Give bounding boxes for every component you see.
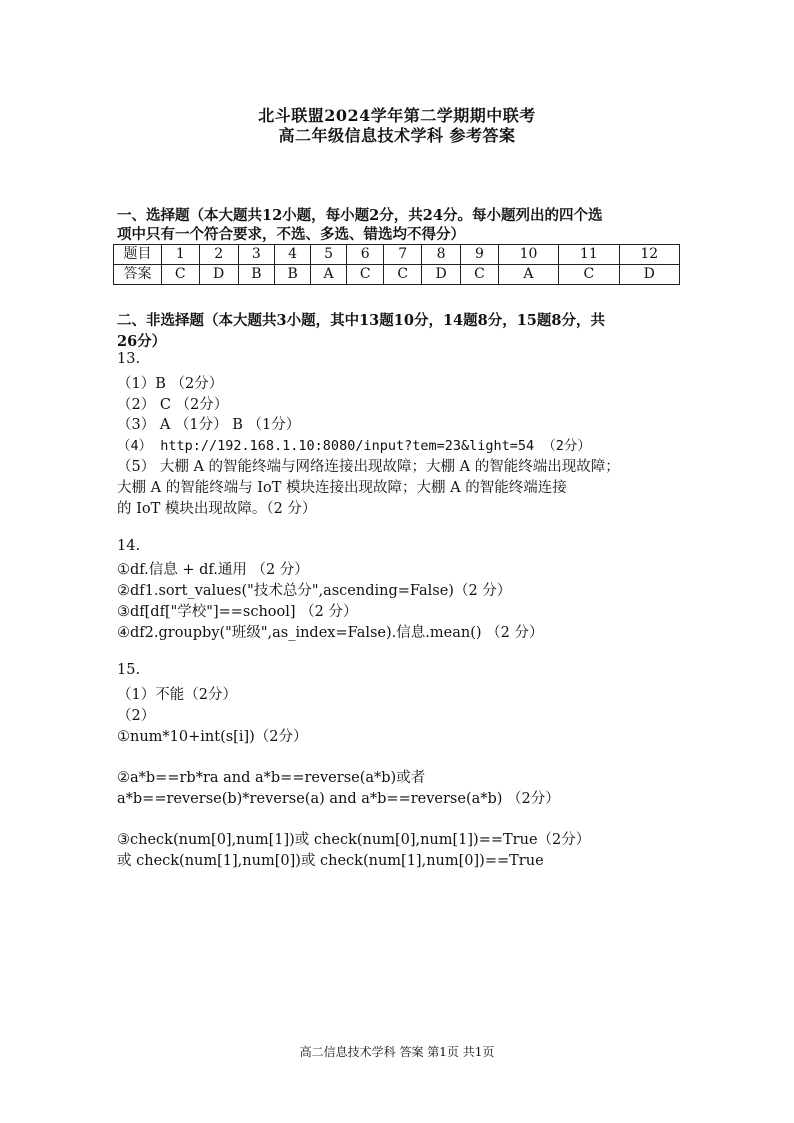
q13-line: 的 IoT 模块出现故障。（2 分） <box>117 501 317 517</box>
q14-line: ④df2.groupby("班级",as_index=False).信息.mean() （2 分） <box>117 625 544 641</box>
row-label-answer: 答案 <box>114 265 162 285</box>
q15-line: 或 check(num[1],num[0])或 check(num[1],num[0])==True <box>117 853 544 869</box>
answer-cell: C <box>559 265 619 285</box>
answer-cell: A <box>498 265 558 285</box>
q15-line: a*b==reverse(b)*reverse(a) and a*b==reverse(a*b) （2分） <box>117 791 560 807</box>
answer-cell: D <box>199 265 238 285</box>
answer-table <box>113 244 680 285</box>
question-number: 6 <box>346 245 384 265</box>
table-row-questions <box>114 245 680 265</box>
question-number: 11 <box>559 245 619 265</box>
q14-line: ③df[df["学校"]==school] （2 分） <box>117 604 358 620</box>
q14-line: ①df.信息 + df.通用 （2 分） <box>117 562 309 578</box>
question-number: 7 <box>384 245 422 265</box>
question-number: 12 <box>619 245 679 265</box>
q15-number: 15. <box>117 662 141 678</box>
section2-heading-line1: 二、非选择题（本大题共3小题，其中13题10分，14题8分，15题8分，共 <box>117 312 605 329</box>
section2-heading-line2: 26分） <box>117 333 167 350</box>
section1-heading-line1: 一、选择题（本大题共12小题，每小题2分，共24分。每小题列出的四个选 <box>117 207 603 224</box>
answer-cell: C <box>162 265 200 285</box>
q13-line: （2） C （2分） <box>117 397 229 413</box>
q15-line: ②a*b==rb*ra and a*b==reverse(a*b)或者 <box>117 770 426 786</box>
q13-number: 13. <box>117 351 141 367</box>
q15-line: （2） <box>117 708 156 724</box>
row-label-question: 题目 <box>114 245 162 265</box>
answer-cell: A <box>311 265 347 285</box>
answer-cell: B <box>275 265 311 285</box>
question-number: 2 <box>199 245 238 265</box>
q13-line: （3） A （1分） B （1分） <box>117 417 301 433</box>
q15-line: ③check(num[0],num[1])或 check(num[0],num[1])==True（2分） <box>117 832 591 848</box>
answer-cell: C <box>346 265 384 285</box>
table-row-answers <box>114 265 680 285</box>
q15-line: ①num*10+int(s[i])（2分） <box>117 729 308 745</box>
q13-line: （5） 大棚 A 的智能终端与网络连接出现故障；大棚 A 的智能终端出现故障； <box>117 459 620 475</box>
q13-line: 大棚 A 的智能终端与 IoT 模块连接出现故障；大棚 A 的智能终端连接 <box>117 480 567 496</box>
q14-number: 14. <box>117 538 141 554</box>
question-number: 10 <box>498 245 558 265</box>
page-title: 北斗联盟2024学年第二学期期中联考 <box>258 106 536 125</box>
q15-line: （1）不能（2分） <box>117 687 237 703</box>
q13-line: （4） http://192.168.1.10:8080/input?tem=23&light=54 （2分） <box>117 438 591 454</box>
answer-cell: D <box>619 265 679 285</box>
answer-cell: B <box>238 265 274 285</box>
q14-line: ②df1.sort_values("技术总分",ascending=False)（2 分） <box>117 583 512 599</box>
answer-cell: D <box>422 265 461 285</box>
question-number: 1 <box>162 245 200 265</box>
answer-cell: C <box>384 265 422 285</box>
section1-heading-line2: 项中只有一个符合要求，不选、多选、错选均不得分） <box>117 226 465 243</box>
page-subtitle: 高二年级信息技术学科 参考答案 <box>278 126 516 145</box>
page-footer: 高二信息技术学科 答案 第1页 共1页 <box>299 1045 495 1059</box>
q13-line: （1）B （2分） <box>117 376 224 392</box>
question-number: 3 <box>238 245 274 265</box>
answer-cell: C <box>461 265 499 285</box>
question-number: 9 <box>461 245 499 265</box>
question-number: 8 <box>422 245 461 265</box>
question-number: 4 <box>275 245 311 265</box>
question-number: 5 <box>311 245 347 265</box>
